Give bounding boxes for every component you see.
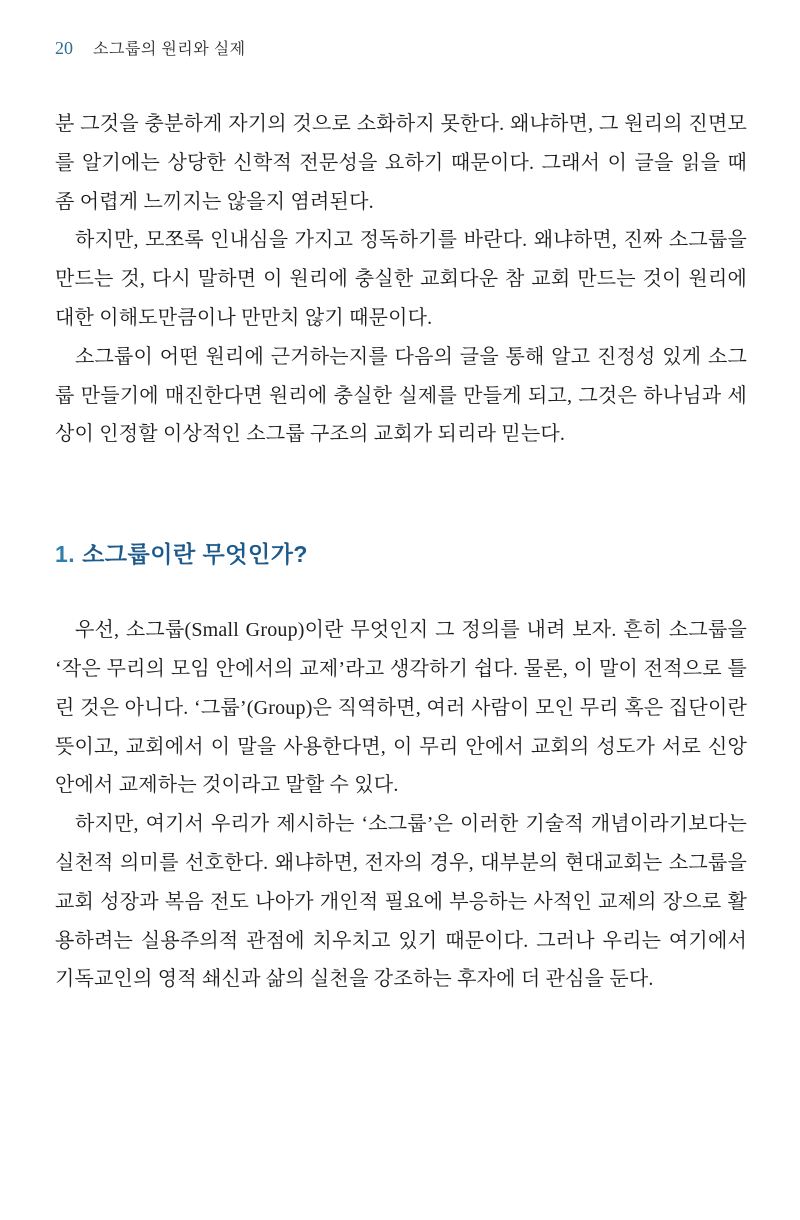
intro-paragraph-2: 하지만, 모쪼록 인내심을 가지고 정독하기를 바란다. 왜냐하면, 진짜 소그룹을 만드는 것, 다시 말하면 이 원리에 충실한 교회다운 참 교회 만드는 것이 원리에 대한 이해도만큼이나 만만치 않기 때문이다. bbox=[55, 229, 747, 329]
section-heading-text: 소그룹이란 무엇인가? bbox=[82, 541, 308, 568]
page-number: 20 bbox=[55, 38, 73, 58]
page-body bbox=[55, 105, 747, 999]
intro-paragraph-1: 분 그것을 충분하게 자기의 것으로 소화하지 못한다. 왜냐하면, 그 원리의 진면모를 알기에는 상당한 신학적 전문성을 요하기 때문이다. 그래서 이 글을 읽을 때 좀 어렵게 느끼지는 않을지 염려된다. bbox=[55, 113, 747, 213]
section-heading-number: 1. bbox=[55, 541, 76, 568]
section-paragraph-2: 하지만, 여기서 우리가 제시하는 ‘소그룹’은 이러한 기술적 개념이라기보다는 실천적 의미를 선호한다. 왜냐하면, 전자의 경우, 대부분의 현대교회는 소그룹을 교회 성장과 복음 전도 나아가 개인적 필요에 부응하는 사적인 교제의 장으로 활용하려는 실용주의적 관점에 치우치고 있기 때문이다. 그러나 우리는 여기에서 기독교인의 영적 쇄신과 삶의 실천을 강조하는 후자에 더 관심을 둔다. bbox=[55, 813, 747, 991]
section-heading bbox=[55, 538, 747, 570]
section-paragraph-1: 우선, 소그룹(Small Group)이란 무엇인지 그 정의를 내려 보자. 흔히 소그룹을 ‘작은 무리의 모임 안에서의 교제’라고 생각하기 쉽다. 물론, 이 말이 전적으로 틀린 것은 아니다. ‘그룹’(Group)은 직역하면, 여러 사람이 모인 무리 혹은 집단이란 뜻이고, 교회에서 이 말을 사용한다면, 이 무리 안에서 교회의 성도가 서로 신앙 안에서 교제하는 것이라고 말할 수 있다. bbox=[55, 619, 747, 797]
running-title: 소그룹의 원리와 실제 bbox=[93, 41, 246, 58]
intro-paragraph-3: 소그룹이 어떤 원리에 근거하는지를 다음의 글을 통해 알고 진정성 있게 소그룹 만들기에 매진한다면 원리에 충실한 실제를 만들게 되고, 그것은 하나님과 세상이 인정할 이상적인 소그룹 구조의 교회가 되리라 믿는다. bbox=[55, 345, 747, 446]
page-header bbox=[55, 36, 246, 59]
